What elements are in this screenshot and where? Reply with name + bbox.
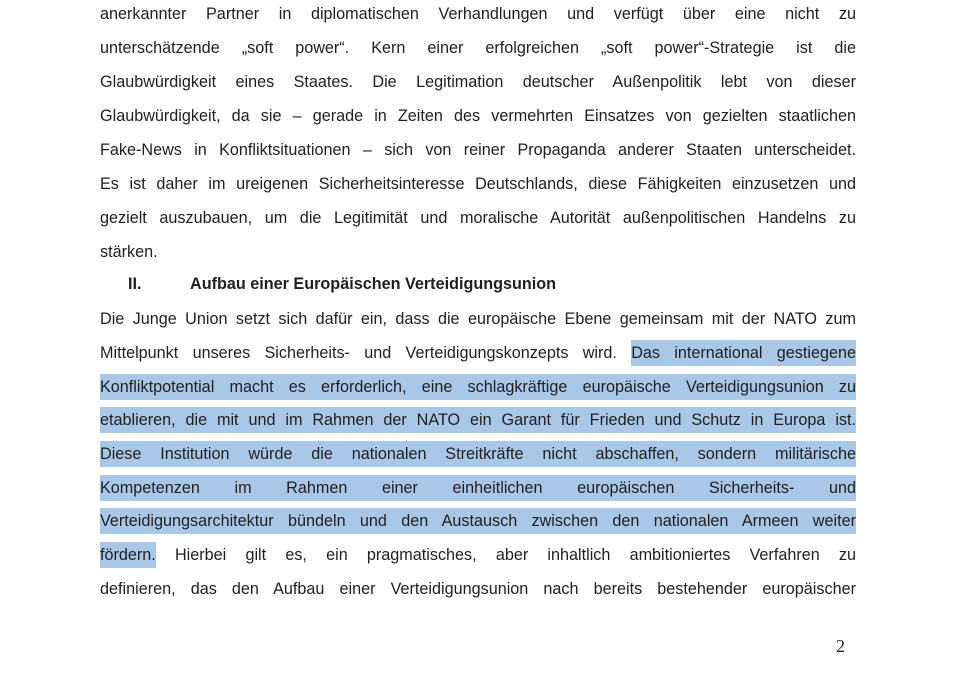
- paragraph-line: [100, 504, 856, 538]
- paragraph-line: gezielt auszubauen, um die Legitimität und moralische Autorität außenpolitischen Handelns zu: [100, 209, 856, 227]
- highlighted-text[interactable]: Diese Institution würde die nationalen Streitkräfte nicht abschaffen, sondern militärische: [100, 441, 856, 467]
- highlighted-text[interactable]: etablieren, die mit und im Rahmen der NATO ein Garant für Frieden und Schutz in Europa ist.: [100, 407, 856, 433]
- highlighted-text[interactable]: Das international gestiegene: [631, 340, 856, 366]
- plain-text: Mittelpunkt unseres Sicherheits- und Verteidigungskonzepts wird.: [100, 344, 632, 362]
- paragraph-line: [100, 538, 856, 572]
- paragraph-line: unterschätzende „soft power“. Kern einer erfolgreichen „soft power“-Strategie ist die: [100, 39, 856, 57]
- paragraph-line: [100, 471, 856, 505]
- plain-text: Hierbei gilt es, ein pragmatisches, aber inhaltlich ambitioniertes Verfahren zu: [155, 546, 856, 564]
- section-title: Aufbau einer Europäischen Verteidigungsunion: [190, 275, 557, 293]
- paragraph-line: [100, 437, 856, 471]
- paragraph-line: [100, 370, 856, 404]
- highlighted-text[interactable]: fördern.: [100, 542, 156, 568]
- paragraph-line: stärken.: [100, 243, 158, 261]
- paragraph-line: Es ist daher im ureigenen Sicherheitsinteresse Deutschlands, diese Fähigkeiten einzusetzen und: [100, 175, 856, 193]
- highlighted-text[interactable]: Verteidigungsarchitektur bündeln und den Austausch zwischen den nationalen Armeen weiter: [100, 508, 856, 534]
- highlighted-text[interactable]: Konfliktpotential macht es erforderlich, eine schlagkräftige europäische Verteidigungsunion zu: [100, 374, 856, 400]
- paragraph-line: Glaubwürdigkeit, da sie – gerade in Zeiten des vermehrten Einsatzes von gezielten staatlichen: [100, 107, 856, 125]
- paragraph-line: anerkannter Partner in diplomatischen Verhandlungen und verfügt über eine nicht zu: [100, 5, 856, 23]
- paragraph-line: definieren, das den Aufbau einer Verteidigungsunion nach bereits bestehender europäischer: [100, 580, 856, 598]
- paragraph-line: [100, 403, 856, 437]
- paragraph-line: Glaubwürdigkeit eines Staates. Die Legitimation deutscher Außenpolitik lebt von dieser: [100, 73, 856, 91]
- highlighted-text[interactable]: Kompetenzen im Rahmen einer einheitlichen europäischen Sicherheits- und: [100, 475, 856, 501]
- paragraph-line: [100, 336, 856, 370]
- section-number: II.: [128, 275, 142, 293]
- paragraph-line: Die Junge Union setzt sich dafür ein, dass die europäische Ebene gemeinsam mit der NATO zum: [100, 310, 856, 328]
- paragraph-line: Fake-News in Konfliktsituationen – sich von reiner Propaganda anderer Staaten unterscheidet.: [100, 141, 856, 159]
- page-number: 2: [836, 636, 845, 656]
